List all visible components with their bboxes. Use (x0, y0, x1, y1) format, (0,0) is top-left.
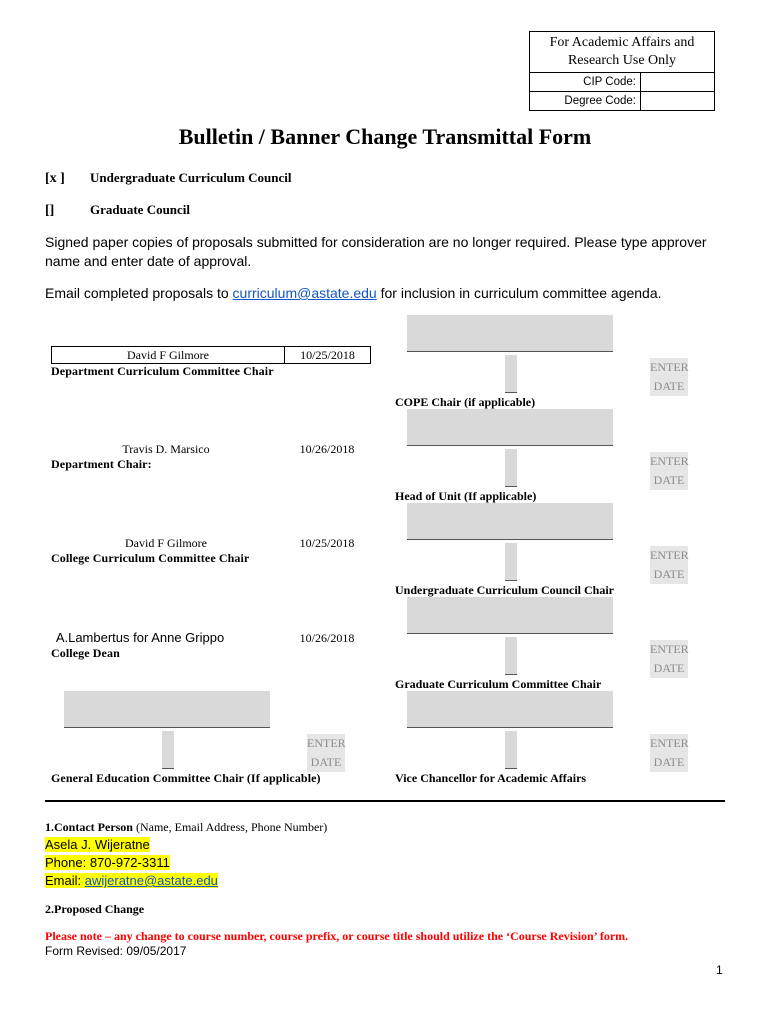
contact-details (45, 836, 218, 890)
enter-date-field[interactable]: ENTER DATE (650, 640, 688, 678)
contact-heading (45, 820, 327, 835)
enter-date-field[interactable]: ENTER DATE (650, 734, 688, 772)
vice-chancellor-small-field[interactable] (505, 731, 517, 769)
signer-role: Head of Unit (If applicable) (395, 489, 537, 503)
signer-role: Department Chair: (51, 457, 152, 471)
contact-name: Asela J. Wijeratne (45, 837, 150, 852)
enter-date-field[interactable]: ENTER DATE (650, 452, 688, 490)
gcc-chair-small-field[interactable] (505, 637, 517, 675)
signer-role: Undergraduate Curriculum Council Chair (395, 583, 614, 597)
cip-code-row (530, 72, 714, 91)
gen-ed-signature-field[interactable] (64, 691, 270, 728)
cope-signature-field[interactable] (407, 315, 613, 352)
degree-code-row (530, 91, 714, 110)
council-label: Graduate Council (90, 202, 191, 217)
signer-role: College Curriculum Committee Chair (51, 551, 250, 565)
signer-name[interactable]: A.Lambertus for Anne Grippo (55, 630, 225, 645)
signer-role: COPE Chair (if applicable) (395, 395, 536, 409)
proposed-change-heading: 2.Proposed Change (45, 902, 145, 916)
signer-date[interactable]: 10/26/2018 (299, 442, 355, 456)
gen-ed-small-field[interactable] (162, 731, 174, 769)
email-instructions (45, 284, 725, 303)
contact-phone: Phone: 870-972-3311 (45, 855, 170, 870)
cip-code-label: CIP Code: (530, 73, 641, 91)
ucc-chair-small-field[interactable] (505, 543, 517, 581)
signer-name[interactable]: Travis D. Marsico (122, 442, 210, 456)
contact-email-link[interactable]: awijeratne@astate.edu (84, 873, 218, 888)
contact-heading-rest: (Name, Email Address, Phone Number) (132, 820, 328, 834)
curriculum-email-link[interactable]: curriculum@astate.edu (232, 285, 377, 301)
signer-role: Department Curriculum Committee Chair (51, 364, 274, 378)
page-number: 1 (716, 963, 723, 977)
enter-date-field[interactable]: ENTER DATE (650, 358, 688, 396)
checkbox-marker[interactable]: [] (45, 203, 55, 218)
enter-date-field[interactable]: ENTER DATE (307, 734, 345, 772)
council-option-undergraduate[interactable] (45, 170, 292, 187)
council-label: Undergraduate Curriculum Council (90, 170, 292, 185)
signer-role: Graduate Curriculum Committee Chair (395, 677, 602, 691)
vice-chancellor-signature-field[interactable] (407, 691, 613, 728)
enter-date-field[interactable]: ENTER DATE (650, 546, 688, 584)
form-revised-date: Form Revised: 09/05/2017 (45, 944, 187, 958)
email-text-after: for inclusion in curriculum committee agenda. (376, 285, 662, 301)
council-option-graduate[interactable] (45, 202, 190, 219)
degree-code-label: Degree Code: (530, 92, 641, 110)
head-of-unit-small-field[interactable] (505, 449, 517, 487)
signer-name[interactable]: David F Gilmore (52, 347, 285, 363)
cope-small-field[interactable] (505, 355, 517, 393)
ucc-chair-signature-field[interactable] (407, 503, 613, 540)
email-text-before: Email completed proposals to (45, 285, 233, 301)
signer-role: Vice Chancellor for Academic Affairs (395, 771, 587, 785)
signer-date[interactable]: 10/25/2018 (300, 348, 355, 362)
academic-affairs-heading: For Academic Affairs and Research Use Only (549, 35, 695, 68)
instructions-text: Signed paper copies of proposals submitted for consideration are no longer required. Please type approver name and enter date of approval. (45, 234, 707, 269)
page-title: Bulletin / Banner Change Transmittal Form (178, 124, 592, 149)
signer-role: College Dean (51, 646, 120, 660)
degree-code-field[interactable] (641, 92, 714, 110)
academic-affairs-box (529, 31, 715, 111)
section-divider (45, 800, 725, 802)
contact-heading-bold: 1.Contact Person (45, 820, 133, 834)
gcc-chair-signature-field[interactable] (407, 597, 613, 634)
signer-date[interactable]: 10/26/2018 (299, 631, 355, 645)
course-revision-note: Please note – any change to course number, course prefix, or course title should utilize the ‘Course Revision’ form. (45, 929, 629, 943)
head-of-unit-signature-field[interactable] (407, 409, 613, 446)
signer-name[interactable]: David F Gilmore (125, 536, 207, 550)
contact-email-label: Email: (45, 873, 85, 888)
signer-role: General Education Committee Chair (If applicable) (51, 771, 321, 785)
signer-date[interactable]: 10/25/2018 (299, 536, 355, 550)
checkbox-marker[interactable]: [x ] (45, 171, 65, 186)
signature-table-1 (51, 346, 371, 364)
cip-code-field[interactable] (641, 73, 714, 91)
